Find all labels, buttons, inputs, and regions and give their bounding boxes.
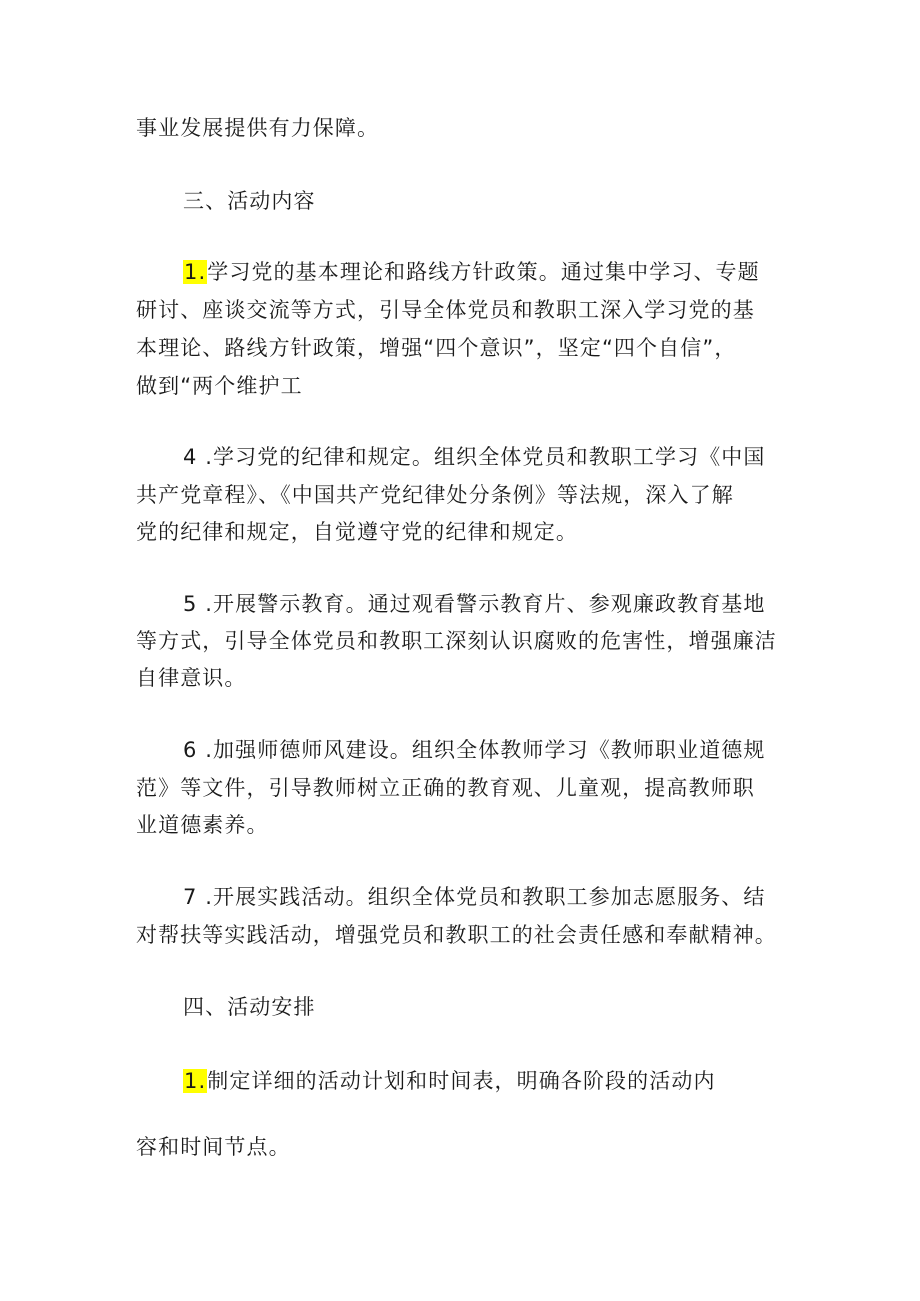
paragraph-line: 7 .开展实践活动。组织全体党员和教职工参加志愿服务、结	[183, 885, 766, 909]
paragraph-line: 6 .加强师德师风建设。组织全体教师学习《教师职业道德规	[183, 738, 766, 762]
paragraph-text: 学习党的基本理论和路线方针政策。通过集中学习、专题	[207, 260, 760, 284]
section-heading-3: 三、活动内容	[183, 189, 316, 213]
paragraph-line: 容和时间节点。	[136, 1135, 291, 1159]
paragraph-line: 党的纪律和规定，自觉遵守党的纪律和规定。	[136, 520, 578, 544]
paragraph-line	[183, 258, 760, 286]
paragraph-line: 本理论、路线方针政策，增强“四个意识”，坚定“四个自信”，	[136, 336, 737, 360]
paragraph-line: 对帮扶等实践活动，增强党员和教职工的社会责任感和奉献精神。	[136, 923, 777, 947]
paragraph-line	[183, 1067, 716, 1095]
paragraph-line: 5 .开展警示教育。通过观看警示教育片、参观廉政教育基地	[183, 592, 766, 616]
paragraph-line: 做到“两个维护工	[136, 374, 303, 398]
paragraph-line: 业道德素养。	[136, 813, 269, 837]
paragraph-line: 事业发展提供有力保障。	[136, 116, 380, 140]
paragraph-line: 4 .学习党的纪律和规定。组织全体党员和教职工学习《中国	[183, 445, 766, 469]
paragraph-line: 共产党章程》、《中国共产党纪律处分条例》等法规，深入了解	[136, 483, 734, 507]
paragraph-line: 等方式，引导全体党员和教职工深刻认识腐败的危害性，增强廉洁	[136, 629, 777, 653]
paragraph-line: 自律意识。	[136, 666, 247, 690]
paragraph-line: 范》等文件，引导教师树立正确的教育观、儿童观，提高教师职	[136, 776, 755, 800]
section-heading-4: 四、活动安排	[183, 995, 316, 1019]
highlighted-number: 1.	[184, 1069, 207, 1093]
paragraph-line: 研讨、座谈交流等方式，引导全体党员和教职工深入学习党的基	[136, 298, 755, 322]
paragraph-text: 制定详细的活动计划和时间表，明确各阶段的活动内	[207, 1069, 716, 1093]
highlighted-number: 1.	[184, 260, 207, 284]
